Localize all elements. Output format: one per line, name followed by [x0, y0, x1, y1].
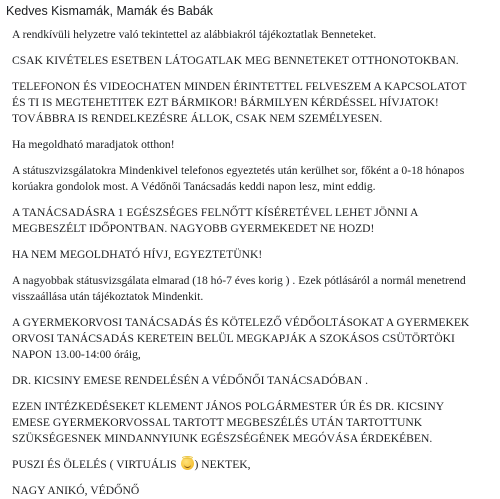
text-line: A nagyobbak státusvizsgálata elmarad (18 hó-7 éves korig ) . Ezek pótlásáról a normál menetrend [12, 274, 466, 287]
paragraph-measures [12, 399, 494, 447]
paragraph-intro [12, 27, 494, 43]
text-line: korúakra gondolok most. A Védőnői Tanácsadás keddi napon lesz, mint eddig. [12, 180, 376, 193]
text-line: A státuszvizsgálatokra Mindenkivel telefonos egyeztetés után kerülhet sor, főként a 0-18 hónapos [12, 164, 465, 177]
text-line: ÉS TI IS MEGTEHETITEK EZT BÁRMIKOR! BÁRMILYEN KÉRDÉSSEL HÍVJATOK! [12, 96, 439, 109]
text-line [12, 457, 494, 473]
greeting: Kedves Kismamák, Mamák és Babák [6, 4, 214, 18]
paragraph-hugs [12, 457, 494, 473]
paragraph-signature [12, 483, 494, 499]
text-line: ORVOSI TANÁCSADÁS KERETEIN BELÜL MEGKAPJÁK A SZOKÁSOS CSÜTÖRTÖKI [12, 332, 455, 345]
paragraph-older-children [12, 273, 494, 305]
text-line: TOVÁBBRA IS RENDELKEZÉSRE ÁLLOK, CSAK NEM SZEMÉLYESEN. [12, 112, 383, 125]
paragraph-vaccinations [12, 315, 494, 363]
paragraph-call [12, 247, 494, 263]
text-line: A GYERMEKORVOSI TANÁCSADÁS ÉS KÖTELEZŐ VÉDŐOLTÁSOKAT A GYERMEKEK [12, 316, 470, 329]
signature: NAGY ANIKÓ, VÉDŐNŐ [12, 484, 140, 497]
text-line: visszaállása után tájékoztatok Mindenkit. [12, 290, 204, 303]
text-line: A rendkívüli helyzetre való tekintettel az alábbiakról tájékoztatlak Benneteket. [12, 28, 377, 41]
hugs-text-after: ) NEKTEK, [194, 458, 251, 471]
paragraph-doctor [12, 373, 494, 389]
paragraph-visits [12, 53, 494, 69]
text-line: EZEN INTÉZKEDÉSEKET KLEMENT JÁNOS POLGÁRMESTER ÚR ÉS DR. KICSINY [12, 400, 445, 413]
smiling-face-with-halo-icon [181, 457, 194, 470]
paragraph-contact [12, 79, 494, 127]
paragraph-consultation [12, 205, 494, 237]
text-line: NAPON 13.00-14:00 óráig, [12, 348, 141, 361]
paragraph-stay-home [12, 137, 494, 153]
text-line: A TANÁCSADÁSRA 1 EGÉSZSÉGES FELNŐTT KÍSÉRETÉVEL LEHET JÖNNI A [12, 206, 419, 219]
paragraph-status-checks [12, 163, 494, 195]
text-line: TELEFONON ÉS VIDEOCHATEN MINDEN ÉRINTETTEL FELVESZEM A KAPCSOLATOT [12, 80, 467, 93]
text-line: MEGBESZÉLT IDŐPONTBAN. NAGYOBB GYERMEKEDET NE HOZD! [12, 222, 375, 235]
text-line: DR. KICSINY EMESE RENDELÉSÉN A VÉDŐNŐI TANÁCSADÓBAN . [12, 374, 369, 387]
text-line: SZÜKSÉGESNEK MINDANNYIUNK EGÉSZSÉGÉNEK MEGÓVÁSA ÉRDEKÉBEN. [12, 432, 433, 445]
text-line: HA NEM MEGOLDHATÓ HÍVJ, EGYEZTETÜNK! [12, 248, 263, 261]
hugs-text-before: PUSZI ÉS ÖLELÉS ( VIRTUÁLIS [12, 458, 180, 471]
text-line: CSAK KIVÉTELES ESETBEN LÁTOGATLAK MEG BENNETEKET OTTHONOTOKBAN. [12, 54, 459, 67]
text-line: EMESE GYERMEKORVOSSAL TARTOTT MEGBESZÉLÉS UTÁN TARTOTTUNK [12, 416, 423, 429]
text-line: Ha megoldható maradjatok otthon! [12, 138, 175, 151]
